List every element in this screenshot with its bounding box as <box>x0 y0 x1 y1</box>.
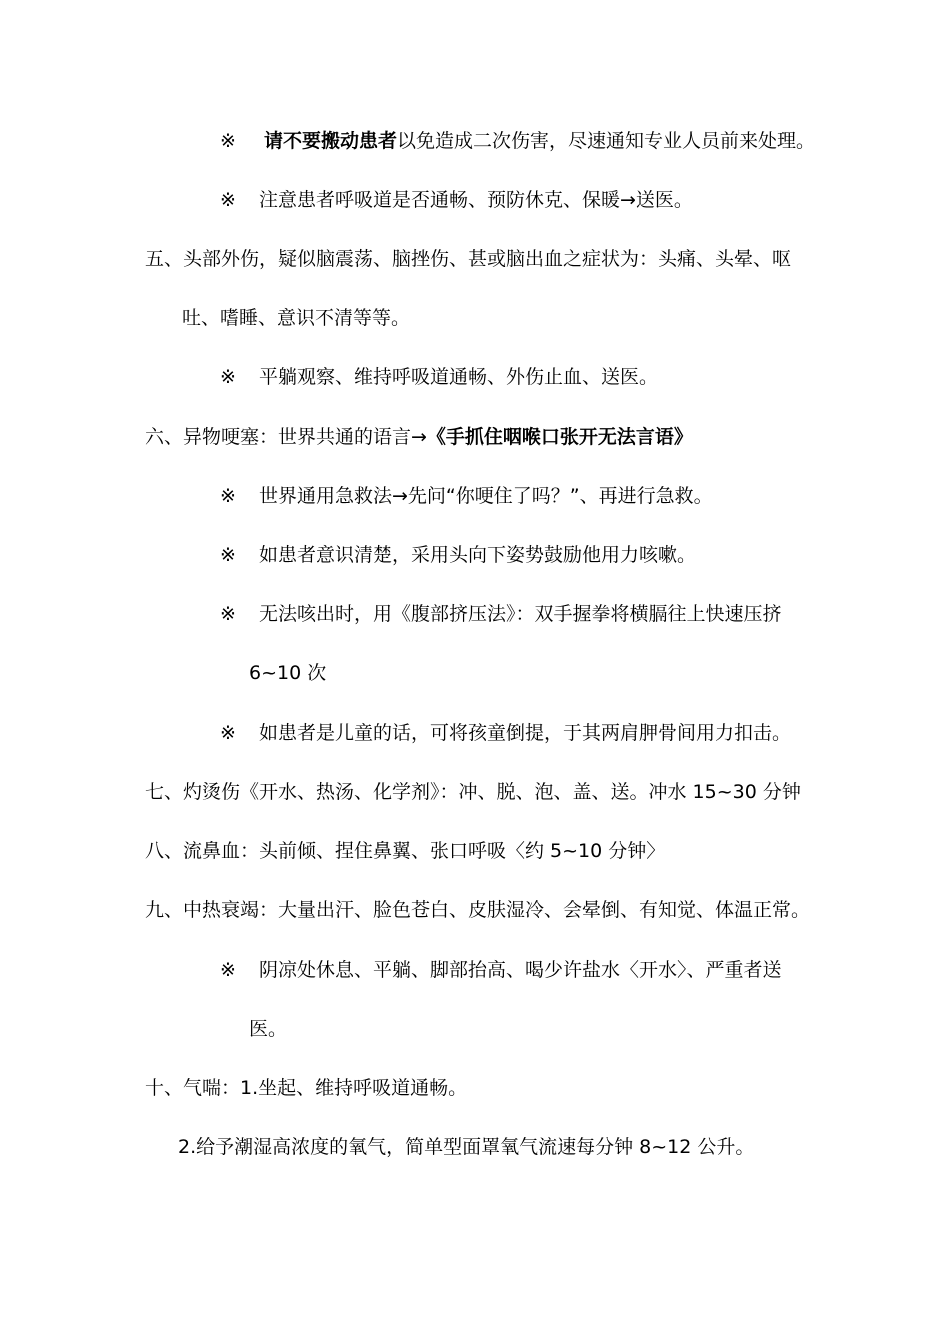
section-heading: 十、气喘：1.坐起、维持呼吸道通畅。 <box>145 1077 468 1099</box>
text-line: 如患者意识清楚，采用头向下姿势鼓励他用力咳嗽。 <box>259 544 697 566</box>
text-line: 吐、嗜睡、意识不清等等。 <box>182 307 411 329</box>
section-heading: 五、头部外伤，疑似脑震荡、脑挫伤、甚或脑出血之症状为：头痛、头晕、呕 <box>145 248 792 270</box>
text-line: 2.给予潮湿高浓度的氧气，简单型面罩氧气流速每分钟 8~12 公升。 <box>178 1136 755 1158</box>
reference-mark: ※ <box>220 485 236 507</box>
text-line: 医。 <box>249 1018 288 1040</box>
text-line: 6~10 次 <box>249 662 327 684</box>
reference-mark: ※ <box>220 959 236 981</box>
text-line: 世界通用急救法→先问“你哽住了吗？”、再进行急救。 <box>259 485 713 507</box>
bold-phrase: 《手抓住咽喉口张开无法言语》 <box>426 426 693 448</box>
section-heading <box>145 424 693 450</box>
reference-mark: ※ <box>220 722 236 744</box>
reference-mark: ※ <box>220 544 236 566</box>
section-heading: 七、灼烫伤《开水、热汤、化学剂》：冲、脱、泡、盖、送。冲水 15~30 分钟 <box>145 781 801 803</box>
text-line: 如患者是儿童的话，可将孩童倒提，于其两肩胛骨间用力扣击。 <box>259 722 792 744</box>
reference-mark: ※ <box>220 189 236 211</box>
text-line: 无法咳出时，用《腹部挤压法》：双手握拳将横膈往上快速压挤 <box>259 603 782 625</box>
line-text: 六、异物哽塞：世界共通的语言→ <box>145 426 427 448</box>
section-heading: 八、流鼻血：头前倾、捏住鼻翼、张口呼吸〈约 5~10 分钟〉 <box>145 840 666 862</box>
bold-phrase: 请不要搬动患者 <box>264 130 398 152</box>
line-text: 以免造成二次伤害，尽速通知专业人员前来处理。 <box>397 130 816 152</box>
reference-mark: ※ <box>220 603 236 625</box>
text-line: 平躺观察、维持呼吸道通畅、外伤止血、送医。 <box>259 366 659 388</box>
reference-mark: ※ <box>220 130 236 152</box>
text-line: 注意患者呼吸道是否通畅、预防休克、保暖→送医。 <box>259 189 693 211</box>
section-heading: 九、中热衰竭：大量出汗、脸色苍白、皮肤湿冷、会晕倒、有知觉、体温正常。 <box>145 899 811 921</box>
text-line <box>264 128 815 154</box>
text-line: 阴凉处休息、平躺、脚部抬高、喝少许盐水〈开水〉、严重者送 <box>259 959 782 981</box>
reference-mark: ※ <box>220 366 236 388</box>
